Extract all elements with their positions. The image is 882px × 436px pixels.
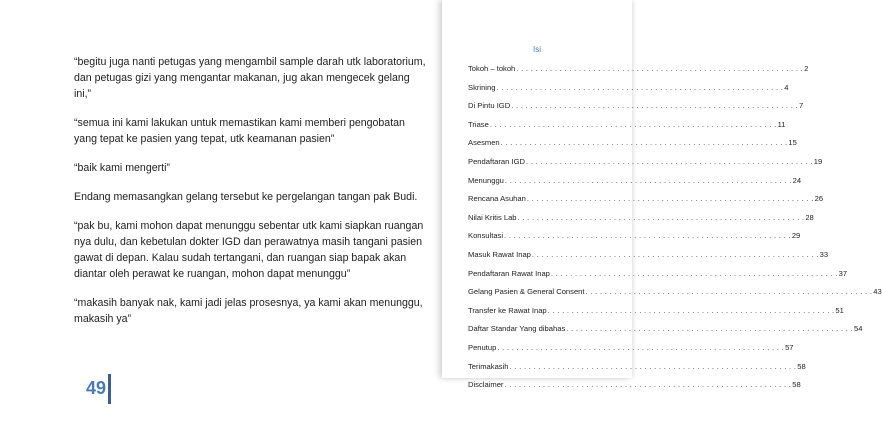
toc-dot-leader: . . . . . . . . . . . . . . . . . . . . . . . . . . . . . . . . . . . . . . . . . . . . . . . . . . . . . . . . . . . .	[509, 361, 797, 371]
toc-entry[interactable]	[468, 305, 844, 325]
toc-entry-label: Rencana Asuhan	[468, 194, 526, 204]
toc-entry-label: Nilai Kritis Lab	[468, 212, 517, 222]
page-number: 49	[86, 378, 107, 398]
toc-entry-label: Pendaftaran Rawat Inap	[468, 268, 550, 278]
toc-entry-page: 29	[791, 231, 801, 241]
toc-entry-page: 4	[784, 82, 789, 92]
toc-entry-label: Asesmen	[468, 138, 500, 148]
toc-entry-page: 26	[814, 194, 824, 204]
toc-entry-page: 57	[785, 342, 794, 352]
toc-dot-leader: . . . . . . . . . . . . . . . . . . . . . . . . . . . . . . . . . . . . . . . . . . . . . . . . . . . . . . . . . . . .	[496, 82, 784, 92]
toc-entry-label: Tokoh – tokoh	[468, 64, 516, 73]
toc-entry[interactable]	[468, 268, 848, 288]
toc-entry-page: 43	[873, 287, 882, 297]
toc-entry[interactable]	[468, 138, 797, 157]
paragraph: “begitu juga nanti petugas yang mengambil sample darah utk laboratorium, dan petugas gizi yang mengantar makanan, jug akan mengecek gelang ini,”	[74, 56, 426, 100]
toc-entry-label: Transfer ke Rawat Inap	[468, 305, 547, 315]
toc-entry[interactable]	[468, 342, 794, 362]
toc-entry-page: 11	[777, 119, 786, 129]
toc-dot-leader: . . . . . . . . . . . . . . . . . . . . . . . . . . . . . . . . . . . . . . . . . . . . . . . . . . . . . . . . . . . .	[504, 231, 791, 241]
toc-entry-page: 58	[797, 361, 806, 371]
toc-entry-page: 19	[813, 156, 823, 166]
toc-entry[interactable]	[468, 82, 789, 102]
toc-entry-page: 37	[838, 268, 848, 278]
toc-dot-leader: . . . . . . . . . . . . . . . . . . . . . . . . . . . . . . . . . . . . . . . . . . . . . . . . . . . . . . . . . . . .	[516, 64, 804, 73]
toc-entry-label: Gelang Pasien & General Consent	[468, 287, 585, 297]
paragraph: “makasih banyak nak, kami jadi jelas prosesnya, ya kami akan menunggu, makasih ya”	[74, 297, 423, 325]
paragraph: Endang memasangkan gelang tersebut ke pergelangan tangan pak Budi.	[74, 191, 418, 203]
toc-entry[interactable]	[468, 249, 829, 269]
toc-entry[interactable]	[468, 380, 801, 399]
toc-entry-label: Menunggu	[468, 175, 504, 185]
toc-entry[interactable]	[468, 212, 814, 232]
toc-dot-leader: . . . . . . . . . . . . . . . . . . . . . . . . . . . . . . . . . . . . . . . . . . . . . . . . . . . . . . . . . . . .	[550, 268, 838, 278]
toc-dot-leader: . . . . . . . . . . . . . . . . . . . . . . . . . . . . . . . . . . . . . . . . . . . . . . . . . . . . . . . . . . . .	[504, 380, 792, 390]
toc-list	[468, 64, 882, 399]
toc-dot-leader: . . . . . . . . . . . . . . . . . . . . . . . . . . . . . . . . . . . . . . . . . . . . . . . . . . . . . . . . . . . .	[504, 175, 792, 185]
toc-entry[interactable]	[468, 156, 823, 176]
toc-dot-leader: . . . . . . . . . . . . . . . . . . . . . . . . . . . . . . . . . . . . . . . . . . . . . . . . . . . . . . . . . . . .	[511, 101, 798, 111]
toc-dot-leader: . . . . . . . . . . . . . . . . . . . . . . . . . . . . . . . . . . . . . . . . . . . . . . . . . . . . . . . . . . . .	[526, 156, 813, 166]
toc-dot-leader: . . . . . . . . . . . . . . . . . . . . . . . . . . . . . . . . . . . . . . . . . . . . . . . . . . . . . . . . . . . .	[531, 249, 819, 259]
toc-entry[interactable]	[468, 324, 863, 343]
toc-entry[interactable]	[468, 64, 809, 83]
table-of-contents	[442, 0, 882, 390]
toc-entry-label: Penutup	[468, 342, 497, 352]
toc-entry-label: Masuk Rawat Inap	[468, 249, 531, 259]
main-text	[74, 54, 429, 340]
paragraph: “semua ini kami lakukan untuk memastikan kami memberi pengobatan yang tepat ke pasien yang tepat, utk keamanan pasien”	[74, 117, 405, 145]
page-number-divider	[108, 374, 111, 404]
toc-title: Isi	[533, 45, 541, 54]
toc-entry-page: 7	[798, 101, 804, 111]
toc-dot-leader: . . . . . . . . . . . . . . . . . . . . . . . . . . . . . . . . . . . . . . . . . . . . . . . . . . . . . . . . . . . .	[497, 342, 785, 352]
toc-entry-label: Konsultasi	[468, 231, 504, 241]
toc-entry-label: Di Pintu IGD	[468, 101, 511, 111]
toc-entry[interactable]	[468, 175, 802, 195]
toc-entry[interactable]	[468, 194, 824, 213]
paragraph: “pak bu, kami mohon dapat menunggu sebentar utk kami siapkan ruangan nya dulu, dan kebetulan dokter IGD dan perawatnya masih tangani pasien gawat di depan. Kalau sudah tertangani, dan ruangan siap bapak akan diantar oleh perawat ke ruangan, mohon dapat menunggu”	[74, 220, 424, 280]
toc-dot-leader: . . . . . . . . . . . . . . . . . . . . . . . . . . . . . . . . . . . . . . . . . . . . . . . . . . . . . . . . . . . .	[500, 138, 788, 148]
toc-entry[interactable]	[468, 361, 806, 381]
toc-entry-page: 54	[854, 324, 863, 334]
toc-entry-page: 33	[819, 249, 829, 259]
paragraph: “baik kami mengerti”	[74, 162, 170, 174]
toc-entry[interactable]	[468, 119, 786, 139]
toc-entry-label: Terimakasih	[468, 361, 509, 371]
toc-dot-leader: . . . . . . . . . . . . . . . . . . . . . . . . . . . . . . . . . . . . . . . . . . . . . . . . . . . . . . . . . . . .	[517, 212, 805, 222]
toc-entry-page: 15	[788, 138, 797, 148]
toc-entry[interactable]	[468, 287, 882, 306]
toc-entry-page: 24	[792, 175, 802, 185]
toc-entry-page: 28	[805, 212, 814, 222]
toc-entry-label: Triase	[468, 119, 489, 129]
toc-entry[interactable]	[468, 231, 801, 250]
toc-entry-page: 58	[792, 380, 801, 390]
toc-entry-page: 2	[804, 64, 809, 73]
toc-dot-leader: . . . . . . . . . . . . . . . . . . . . . . . . . . . . . . . . . . . . . . . . . . . . . . . . . . . . . . . . . . . .	[526, 194, 814, 204]
toc-entry-label: Pendaftaran IGD	[468, 156, 525, 166]
toc-dot-leader: . . . . . . . . . . . . . . . . . . . . . . . . . . . . . . . . . . . . . . . . . . . . . . . . . . . . . . . . . . . .	[547, 305, 835, 315]
toc-entry-label: Disclaimer	[468, 380, 504, 390]
toc-entry-label: Daftar Standar Yang dibahas	[468, 324, 566, 334]
toc-dot-leader: . . . . . . . . . . . . . . . . . . . . . . . . . . . . . . . . . . . . . . . . . . . . . . . . . . . . . . . . . . . .	[585, 287, 873, 297]
toc-entry[interactable]	[468, 101, 804, 120]
toc-entry-label: Skrining	[468, 82, 496, 92]
toc-dot-leader: . . . . . . . . . . . . . . . . . . . . . . . . . . . . . . . . . . . . . . . . . . . . . . . . . . . . . . . . . . . .	[566, 324, 854, 334]
toc-dot-leader: . . . . . . . . . . . . . . . . . . . . . . . . . . . . . . . . . . . . . . . . . . . . . . . . . . . . . . . . . . . .	[489, 119, 777, 129]
toc-entry-page: 51	[835, 305, 844, 315]
